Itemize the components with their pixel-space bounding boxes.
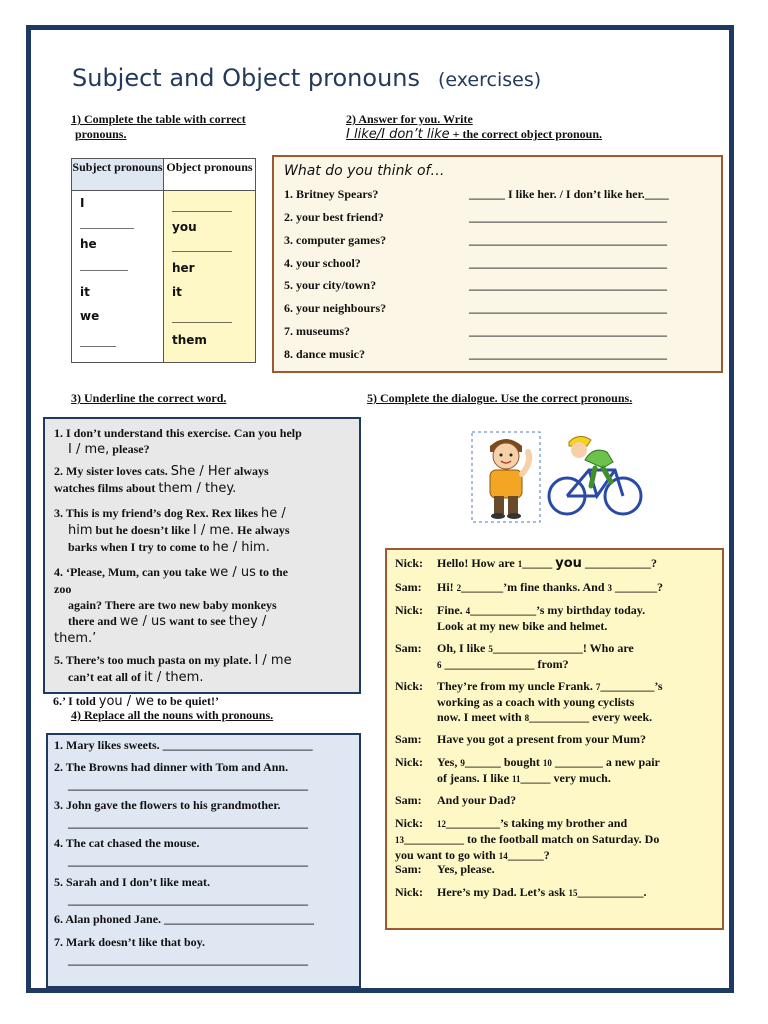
dialogue-text: Fine.: [437, 603, 466, 617]
word-choice[interactable]: I / me,: [68, 442, 110, 457]
speaker-name: Nick:: [395, 679, 423, 693]
word-choice[interactable]: we / us: [119, 614, 167, 629]
word-choice[interactable]: I / me: [254, 653, 292, 668]
ex2-answer-blank[interactable]: _________________________________: [469, 301, 667, 315]
ex2-answer-blank[interactable]: _________________________________: [469, 233, 667, 247]
answer-blank[interactable]: ______ bought: [464, 755, 543, 769]
speaker-name: Sam:: [395, 732, 422, 746]
ex2-item: 2. your best friend?: [284, 210, 384, 224]
blank-number: 13: [395, 835, 404, 845]
blank-number: 5: [488, 644, 493, 654]
worksheet-title: [72, 64, 541, 92]
answer-blank[interactable]: __________ to the football match on Saturday. Do: [404, 832, 660, 846]
boy-illustration: [470, 430, 542, 524]
dialogue-line: [395, 732, 720, 747]
object-cell: it: [172, 285, 182, 299]
subject-cell: we: [80, 309, 100, 323]
pronoun-table: [71, 158, 256, 363]
word-choice[interactable]: them / they.: [158, 481, 237, 496]
ex3-sentence-1: [54, 425, 354, 458]
dialogue-text: you want to go with: [395, 848, 499, 862]
dialogue-line: [395, 862, 720, 877]
ex4-answer-blank[interactable]: ________________________________________: [68, 854, 308, 868]
sentence-text: always: [234, 464, 269, 478]
ex3-sentence-2: [54, 463, 354, 497]
ex2-box: [272, 155, 723, 373]
sentence-text: again? There are two new baby monkeys: [68, 598, 277, 612]
ex2-item: 5. your city/town?: [284, 278, 377, 292]
speaker-name: Nick:: [395, 816, 423, 830]
dialogue-text: Look at my new bike and helmet.: [437, 619, 608, 633]
blank-number: 11: [512, 774, 521, 784]
dialogue-line: [395, 816, 720, 864]
ex4-item: 7. Mark doesn’t like that boy.: [54, 935, 206, 949]
speaker-name: Nick:: [395, 755, 423, 769]
answer-blank[interactable]: ___________.: [577, 885, 647, 899]
ex4-answer-blank[interactable]: ________________________________________: [68, 893, 308, 907]
dialogue-line: [395, 885, 720, 901]
blank-number: 3: [607, 583, 613, 593]
sentence-text: He always: [237, 523, 290, 537]
dialogue-line: [395, 580, 720, 596]
ex3-sentence-4: [54, 564, 354, 647]
ex4-answer-blank[interactable]: ________________________________________: [68, 953, 308, 967]
dialogue-text: Hi!: [437, 580, 457, 594]
example-answer: you: [555, 556, 582, 571]
ex2-heading-phrase: I like/I don’t like: [346, 127, 450, 142]
sentence-text: zoo: [54, 582, 72, 596]
word-choice[interactable]: he / him.: [212, 540, 270, 555]
ex2-answer-blank[interactable]: _________________________________: [469, 210, 667, 224]
ex5-heading: 5) Complete the dialogue. Use the correct pronouns.: [367, 391, 633, 405]
answer-blank[interactable]: ___________?: [581, 556, 657, 570]
subject-cell-blank[interactable]: ______: [80, 334, 116, 348]
ex4-heading: 4) Replace all the nouns with pronouns.: [71, 708, 274, 722]
dialogue-line: [395, 556, 720, 572]
sentence-text: to be quiet!’: [156, 694, 219, 708]
sentence-text: but he doesn’t like: [95, 523, 190, 537]
answer-blank[interactable]: _______?: [612, 580, 664, 594]
object-cell-blank[interactable]: __________: [172, 199, 232, 213]
speaker-name: Sam:: [395, 580, 422, 594]
ex3-box: [43, 417, 361, 694]
dialogue-text: Yes,: [437, 755, 461, 769]
ex4-answer-blank[interactable]: ________________________________________: [68, 816, 308, 830]
ex4-item[interactable]: 1. Mary likes sweets. _________________________: [54, 738, 313, 752]
sentence-text: there and: [68, 614, 117, 628]
ex3-sentence-5: [54, 652, 354, 686]
title-text: Subject and Object pronouns: [72, 64, 420, 92]
blank-number: 8: [524, 713, 530, 723]
sentence-text: to the: [258, 565, 288, 579]
ex1-heading: [71, 112, 246, 142]
object-cell: her: [172, 261, 195, 275]
ex2-box-title: What do you think of…: [284, 163, 445, 179]
speaker-name: Nick:: [395, 556, 423, 570]
ex2-heading: [346, 112, 602, 142]
object-cell: you: [172, 220, 197, 234]
ex2-item: 6. your neighbours?: [284, 301, 387, 315]
ex4-box: [46, 733, 361, 988]
subject-column: [72, 159, 164, 362]
answer-blank[interactable]: _______________ from?: [441, 657, 569, 671]
dialogue-text: Have you got a present from your Mum?: [437, 732, 646, 746]
sentence-text: watches films about: [54, 481, 156, 495]
ex2-item: 4. your school?: [284, 256, 361, 270]
ex2-answer-blank[interactable]: _________________________________: [469, 256, 667, 270]
answer-blank[interactable]: ___________’s my birthday today.: [470, 603, 646, 617]
blank-number: 2: [456, 583, 462, 593]
dialogue-text: now. I meet with: [437, 710, 525, 724]
sentence-text: want to see: [169, 614, 226, 628]
sentence-text: 2. My sister loves cats.: [54, 464, 168, 478]
object-cell: them: [172, 333, 207, 347]
object-cell-blank[interactable]: __________: [172, 239, 232, 253]
ex4-answer-blank[interactable]: ________________________________________: [68, 778, 308, 792]
answer-blank[interactable]: _________’s taking my brother and: [446, 816, 628, 830]
dialogue-text: Here’s my Dad. Let’s ask: [437, 885, 569, 899]
word-choice[interactable]: we / us: [209, 565, 256, 580]
object-column-header: Object pronouns: [164, 159, 255, 191]
ex4-item: 3. John gave the flowers to his grandmother.: [54, 798, 281, 812]
dialogue-text: And your Dad?: [437, 793, 517, 807]
answer-blank[interactable]: _____: [522, 556, 556, 570]
speaker-name: Sam:: [395, 862, 422, 876]
answer-blank[interactable]: _______________! Who are: [492, 641, 634, 655]
blank-number: 14: [498, 851, 508, 861]
object-column: [164, 159, 255, 362]
ex2-example-answer: ______ I like her. / I don’t like her.____: [469, 187, 669, 201]
word-choice[interactable]: he /: [261, 506, 286, 521]
title-subtitle: (exercises): [438, 69, 542, 91]
dialogue-line: [395, 603, 720, 634]
word-choice[interactable]: it / them.: [143, 670, 204, 685]
speaker-name: Nick:: [395, 603, 423, 617]
dialogue-box: [385, 548, 724, 930]
ex4-item: 4. The cat chased the mouse.: [54, 836, 200, 850]
word-choice[interactable]: I / me.: [192, 523, 235, 538]
subject-column-header: Subject pronouns: [72, 159, 163, 191]
sentence-text: 5. There’s too much pasta on my plate.: [54, 653, 252, 667]
blank-number: 15: [568, 888, 578, 898]
sentence-text: 6.’ I told: [53, 694, 96, 708]
subject-cell-blank[interactable]: _________: [80, 216, 134, 230]
dialogue-line: [395, 679, 720, 726]
sentence-text: 3. This is my friend’s dog Rex. Rex likes: [54, 506, 259, 520]
dialogue-line: [395, 641, 720, 673]
blank-number: 6: [437, 660, 442, 670]
speaker-name: Nick:: [395, 885, 423, 899]
subject-cell: I: [80, 196, 85, 210]
answer-blank[interactable]: __________ every week.: [529, 710, 653, 724]
subject-cell-blank[interactable]: ________: [80, 258, 128, 272]
object-cell-blank[interactable]: __________: [172, 310, 232, 324]
ex2-answer-blank[interactable]: _________________________________: [469, 347, 667, 361]
blank-number: 7: [595, 682, 601, 692]
ex2-answer-blank[interactable]: _________________________________: [469, 278, 667, 292]
dialogue-text: Yes, please.: [437, 862, 495, 876]
ex4-item: 2. The Browns had dinner with Tom and Ann.: [54, 760, 289, 774]
answer-blank[interactable]: _______’m fine thanks. And: [461, 580, 608, 594]
word-choice[interactable]: you / we: [98, 694, 154, 709]
ex2-item: 1. Britney Spears?: [284, 187, 379, 201]
subject-cell: he: [80, 237, 97, 251]
ex1-heading-line2: pronouns.: [75, 127, 127, 141]
dialogue-text: Oh, I like: [437, 641, 489, 655]
dialogue-text: They’re from my uncle Frank.: [437, 679, 596, 693]
sentence-text: barks when I try to come to: [68, 540, 210, 554]
ex4-item[interactable]: 6. Alan phoned Jane. _________________________: [54, 912, 315, 926]
ex2-heading-line1: 2) Answer for you. Write: [346, 112, 473, 126]
word-choice[interactable]: him: [68, 523, 93, 538]
sentence-text: 4. ‘Please, Mum, can you take: [54, 565, 207, 579]
answer-blank[interactable]: ______?: [507, 848, 550, 862]
blank-number: 1: [517, 559, 523, 569]
ex3-sentence-3: [54, 505, 354, 556]
dialogue-line: [395, 755, 720, 787]
answer-blank[interactable]: _____ very much.: [520, 771, 611, 785]
dialogue-text: Hello! How are: [437, 556, 518, 570]
word-choice[interactable]: them.’: [54, 631, 97, 646]
speaker-name: Sam:: [395, 793, 422, 807]
blank-number: 9: [460, 758, 465, 768]
answer-blank[interactable]: ________ a new pair: [551, 755, 660, 769]
speaker-name: Sam:: [395, 641, 422, 655]
ex1-heading-line1: 1) Complete the table with correct: [71, 112, 246, 126]
ex4-item: 5. Sarah and I don’t like meat.: [54, 875, 211, 889]
subject-cell: it: [80, 285, 90, 299]
ex2-item: 7. museums?: [284, 324, 351, 338]
sentence-text: please?: [112, 442, 150, 456]
word-choice[interactable]: they /: [228, 614, 267, 629]
blank-number: 10: [542, 758, 552, 768]
blank-number: 12: [437, 819, 446, 829]
dialogue-line: [395, 793, 720, 808]
sentence-text: 1. I don’t understand this exercise. Can you help: [54, 426, 302, 440]
word-choice[interactable]: She / Her: [170, 464, 232, 479]
dialogue-text: working as a coach with young cyclists: [437, 695, 635, 709]
ex3-heading: 3) Underline the correct word.: [71, 391, 227, 405]
dialogue-text: of jeans. I like: [437, 771, 512, 785]
blank-number: 4: [465, 606, 471, 616]
sentence-text: can’t eat all of: [68, 670, 141, 684]
ex2-item: 3. computer games?: [284, 233, 387, 247]
answer-blank[interactable]: _________’s: [600, 679, 663, 693]
ex2-item: 8. dance music?: [284, 347, 365, 361]
cyclist-illustration: [545, 430, 645, 520]
ex2-heading-line2: + the correct object pronoun.: [452, 127, 602, 141]
ex2-answer-blank[interactable]: _________________________________: [469, 324, 667, 338]
